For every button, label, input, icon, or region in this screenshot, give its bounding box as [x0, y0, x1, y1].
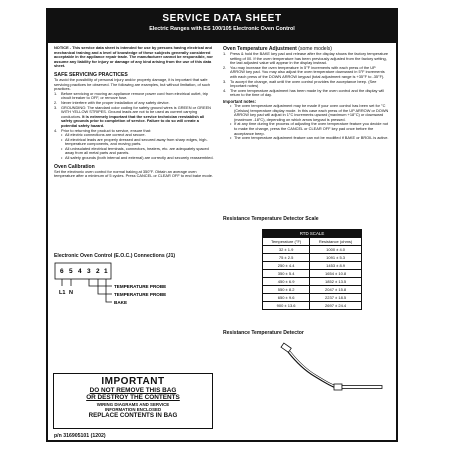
rtd-resistance: 2697 ± 24.4: [310, 302, 362, 310]
pin-label: 6: [60, 268, 64, 275]
adjust-step-text: You may increase the oven temperature in 5°F increments with each press of the UP ARROW key pad. You may also adjust the oven temperature downward in 5°F increments with each press of the DOWN ARROW keypad (total adjustment range is +35°F to -35°F).: [230, 64, 385, 79]
important-title: IMPORTANT: [101, 376, 165, 387]
right-column: [223, 46, 389, 141]
adjust-step-text: To accept the change, wait until the oven control provides the acceptance beep. (See Important notes): [230, 78, 377, 89]
connector-diagram: [54, 262, 174, 318]
important-line: OR DESTROY THE CONTENTS: [86, 394, 180, 402]
table-row: [263, 302, 362, 310]
rtd-resistance: 1091 ± 5.3: [310, 254, 362, 262]
bake-wire: [106, 279, 112, 302]
rtd-resistance: 1654 ± 10.8: [310, 270, 362, 278]
safe-item-number: 3.: [54, 104, 58, 110]
note-text: The oven temperature adjustment feature can not be modified if BAKE or BROIL is active.: [234, 135, 389, 141]
notice-text: - This service data sheet is intended for use by persons having electrical and mechanical training and a level of knowledge of these subjects generally considered acceptable in the appliance repair trade. The manufacturer cannot be responsible, nor assume any liability for injury or damage of any kind arising from the use of this data sheet.: [54, 45, 213, 69]
table-row: [263, 254, 362, 262]
l1-label: L1: [59, 290, 66, 296]
note-bullet: [223, 122, 389, 136]
safe-bullet-text: All uninsulated electrical terminals, connectors, heaters, etc. are adequately spaced away from all metal parts and panels.: [65, 145, 209, 156]
adjust-step-text: Press & hold the BAKE key pad and release after the display shows the factory temperature setting of 00. If the oven temperature has been previously adjusted from the factory setting, the last adjusted value will appear in the display instead.: [230, 51, 389, 66]
bullet-dot-icon: •: [61, 136, 63, 142]
temperature-probe-icon: [270, 340, 390, 410]
sheet-subtitle: Electric Ranges with ES 100/105 Electronic Oven Control: [149, 26, 295, 32]
pin-label: 2: [96, 268, 100, 275]
probe-plug: [281, 343, 291, 352]
pin-label: 3: [87, 268, 91, 275]
adjust-step-number: 2.: [223, 64, 227, 70]
bullet-dot-icon: •: [230, 135, 232, 141]
adjust-heading-text: Oven Temperature Adjustment: [223, 46, 297, 52]
safe-item-text: [61, 106, 214, 129]
table-row: [263, 270, 362, 278]
rtd-resistance: 2047 ± 15.8: [310, 286, 362, 294]
bullet-dot-icon: •: [61, 145, 63, 151]
important-line: INFORMATION ENCLOSED: [104, 406, 162, 412]
safe-bullet-text: All safety grounds (both internal and external) are correctly and securely reassembled.: [65, 155, 214, 161]
note-bullet: [223, 136, 389, 141]
notice-paragraph: [54, 46, 214, 69]
rtd-resistance: 1000 ± 4.0: [310, 246, 362, 254]
probe-wire: [98, 279, 112, 294]
detector-heading: Resistance Temperature Detector: [223, 330, 304, 336]
table-row: [263, 262, 362, 270]
adjust-step: [223, 52, 389, 66]
probe-sensor-tube: [342, 386, 382, 389]
safe-item-text: Prior to returning the product to service, ensure that:: [61, 127, 151, 133]
rtd-temp: 32 ± 1.9: [263, 246, 310, 254]
adjust-step: [223, 66, 389, 80]
adjust-step-number: 1.: [223, 51, 227, 56]
important-line: REPLACE CONTENTS IN BAG: [88, 411, 178, 419]
probe-wire: [89, 279, 112, 286]
calibration-text: Set the electronic oven control for normal baking at 350°F. Obtain an average oven temperature after a minimum of 5 cycles. Press CANCEL or CLEAR OFF to end bake mode.: [54, 168, 213, 179]
bullet-dot-icon: •: [61, 155, 63, 161]
rtd-resistance: 1453 ± 8.9: [310, 262, 362, 270]
temp-probe-label: TEMPERATURE PROBE: [114, 292, 167, 297]
important-box: [53, 373, 213, 429]
safe-item-text: Never interfere with the proper installation of any safety device.: [61, 99, 170, 105]
safe-bullet-text: All electric connections are correct and secure.: [65, 132, 146, 138]
service-data-sheet: [46, 8, 398, 442]
grounding-text: GROUNDING: The standard color coding for safety ground wires is GREEN or GREEN WITH YELLOW STRIPES. Ground leads are not to be used as current carrying conductors.: [61, 104, 211, 119]
sheet-title: SERVICE DATA SHEET: [162, 13, 282, 24]
rtd-temp: 450 ± 6.9: [263, 278, 310, 286]
bullet-dot-icon: •: [230, 102, 232, 108]
part-number: p/n 316905101 (1202): [54, 433, 106, 439]
rtd-col-header: Temperature (°F): [263, 238, 310, 246]
rtd-temp: 75 ± 2.5: [263, 254, 310, 262]
probe-mount: [334, 384, 342, 390]
adjust-heading-note: (some models): [298, 46, 332, 52]
rtd-temp: 350 ± 5.4: [263, 270, 310, 278]
safe-item-number: 1.: [54, 90, 58, 96]
n-label: N: [69, 290, 73, 296]
important-line: DO NOT REMOVE THIS BAG: [89, 387, 177, 394]
adjust-step-number: 4.: [223, 87, 227, 93]
table-row: [263, 278, 362, 286]
rtd-table: [262, 229, 362, 310]
table-row: [263, 246, 362, 254]
rtd-temp: 900 ± 13.6: [263, 302, 310, 310]
connections-heading: Electronic Oven Control (E.O.C.) Connections (J1): [54, 253, 176, 259]
safe-bullet-text: All electrical leads are properly dressed and secured away from sharp edges, high-temperature components, and moving parts.: [65, 136, 208, 147]
note-text: If at any time during the process of adjusting the oven temperature feature you decide not to make the change, press the CANCEL or CLEAR OFF key pad once before the acceptance beep.: [234, 121, 388, 136]
bake-label: BAKE: [114, 300, 128, 305]
note-bullet: [223, 104, 389, 122]
pin-label: 4: [78, 268, 82, 275]
sheet-header: [48, 10, 396, 43]
temp-probe-label: TEMPERATURE PROBE: [114, 284, 167, 289]
safe-item-number: 4.: [54, 127, 58, 133]
adjust-step-number: 3.: [223, 78, 227, 84]
rtd-col-header: Resistance (ohms): [310, 238, 362, 246]
safe-item-text: Before servicing or moving an appliance remove power cord from electrical outlet, trip circuit breaker to OFF, or remove fuse.: [61, 90, 209, 101]
rtd-temp: 250 ± 4.4: [263, 262, 310, 270]
pin-label: 5: [69, 268, 73, 275]
table-row: [263, 294, 362, 302]
safe-item: [54, 106, 214, 129]
rtd-resistance: 1852 ± 13.5: [310, 278, 362, 286]
pin-label: 1: [104, 268, 108, 275]
rtd-temp: 550 ± 8.2: [263, 286, 310, 294]
rtd-heading: Resistance Temperature Detector Scale: [223, 216, 319, 222]
safe-practices-intro: To avoid the possibility of personal injury and/or property damage, it is important that safe servicing practices be observed. The following are examples, but without limitation, of such practices.: [54, 76, 211, 92]
safe-item-number: 2.: [54, 99, 58, 105]
rtd-caption: RTD SCALE: [263, 230, 362, 238]
note-text: The oven temperature adjustment may be made if your oven control has been set for °C (Celsius) temperature display mode. In this case each press of the UP ARROW or DOWN ARROW key pad will adjust in 1°C increments upward (maximum +18°C) or downward (maximum -18°C), depending on which arrow keypad is pressed.: [234, 102, 389, 122]
grounding-warning: It is extremely important that the service technician reestablish all safety grounds prior to completion of service. Failure to do so will create a potential safety hazard.: [61, 113, 205, 128]
adjust-step-text: The oven temperature adjustment has been made by the oven control and the display will return to the time of day.: [230, 87, 384, 98]
safe-practices-heading: SAFE SERVICING PRACTICES: [54, 71, 128, 78]
notice-label: NOTICE: [54, 45, 69, 50]
important-line: WIRING DIAGRAMS AND SERVICE: [96, 401, 170, 407]
bullet-dot-icon: •: [61, 132, 63, 138]
calibration-heading: Oven Calibration: [54, 163, 95, 170]
safe-bullet: [54, 156, 214, 161]
table-row: [263, 286, 362, 294]
probe-lead: [290, 351, 338, 386]
rtd-resistance: 2237 ± 18.5: [310, 294, 362, 302]
notes-heading: Important notes:: [223, 98, 257, 104]
adjust-step: [223, 89, 389, 98]
rtd-temp: 650 ± 9.6: [263, 294, 310, 302]
bullet-dot-icon: •: [230, 121, 232, 127]
left-column: [54, 46, 214, 179]
